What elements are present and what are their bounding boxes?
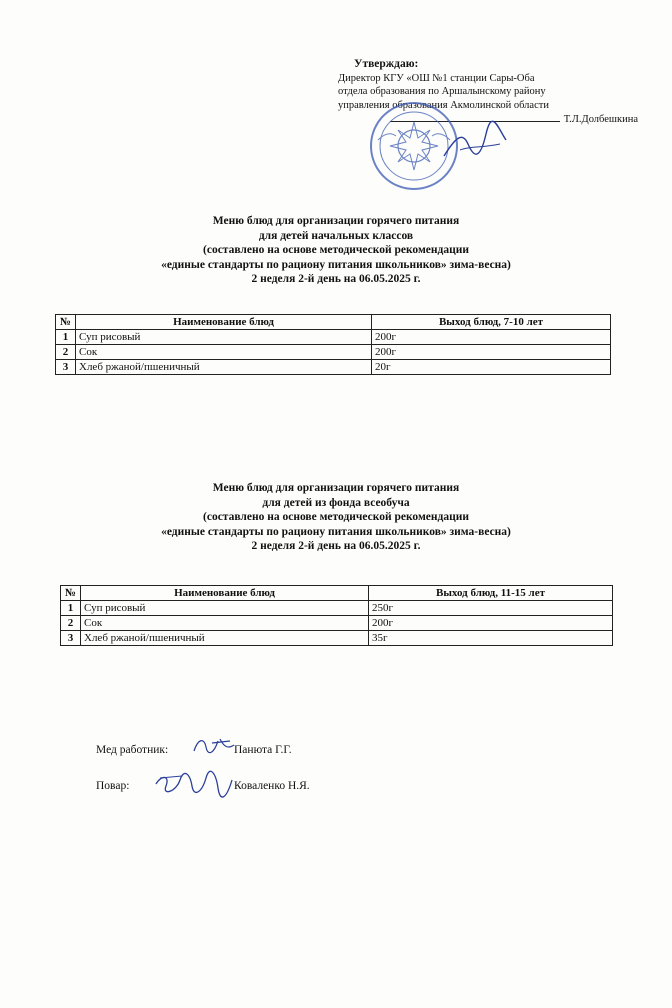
row-number: 1: [56, 330, 76, 345]
table-row: [56, 330, 611, 345]
menu1-title-line: Меню блюд для организации горячего питания: [212, 215, 460, 227]
column-header-number: №: [61, 586, 81, 601]
staff-name: Коваленко Н.Я.: [234, 780, 310, 792]
dish-name: Суп рисовый: [76, 330, 372, 345]
dish-output: 200г: [372, 330, 611, 345]
dish-output: 200г: [369, 616, 613, 631]
approval-signer: Т.Л.Долбешкина: [563, 114, 638, 125]
dish-output: 20г: [372, 360, 611, 375]
table-header-row: [56, 315, 611, 330]
menu2-title-line: 2 неделя 2-й день на 06.05.2025 г.: [251, 540, 421, 552]
column-header-output: Выход блюд, 7-10 лет: [372, 315, 611, 330]
table-row: [56, 360, 611, 375]
table-row: [61, 631, 613, 646]
dish-name: Сок: [81, 616, 369, 631]
table-header-row: [61, 586, 613, 601]
menu1-title-line: 2 неделя 2-й день на 06.05.2025 г.: [251, 273, 421, 285]
menu2-title-line: Меню блюд для организации горячего питания: [212, 482, 460, 494]
column-header-dish: Наименование блюд: [81, 586, 369, 601]
menu1-title-line: для детей начальных классов: [258, 229, 414, 242]
dish-name: Хлеб ржаной/пшеничный: [76, 360, 372, 375]
menu1-title-line: «единые стандарты по рациону питания школьников» зима-весна): [161, 258, 511, 271]
dish-name: Суп рисовый: [81, 601, 369, 616]
dish-name: Сок: [76, 345, 372, 360]
menu2-title-line: (составлено на основе методической рекомендации: [203, 511, 469, 523]
dish-name: Хлеб ржаной/пшеничный: [81, 631, 369, 646]
column-header-number: №: [56, 315, 76, 330]
cook-signature-icon: [152, 770, 236, 806]
menu2-table: [60, 585, 613, 646]
dish-output: 250г: [369, 601, 613, 616]
approval-heading: Утверждаю:: [354, 58, 419, 70]
row-number: 3: [56, 360, 76, 375]
menu1-table: [55, 314, 611, 375]
menu1-title-line: (составлено на основе методической рекомендации: [203, 244, 469, 256]
medic-signature-icon: [190, 733, 236, 757]
dish-output: 35г: [369, 631, 613, 646]
menu2-title: [0, 481, 672, 554]
column-header-dish: Наименование блюд: [76, 315, 372, 330]
row-number: 3: [61, 631, 81, 646]
menu2-title-line: «единые стандарты по рациону питания школьников» зима-весна): [161, 525, 511, 538]
staff-role: Мед работник:: [96, 744, 169, 756]
staff-medic: [96, 744, 292, 756]
approval-line: отдела образования по Аршалынскому району: [338, 86, 546, 97]
staff-cook: [96, 780, 310, 792]
menu1-title: [0, 214, 672, 287]
row-number: 1: [61, 601, 81, 616]
table-row: [61, 616, 613, 631]
table-row: [56, 345, 611, 360]
dish-output: 200г: [372, 345, 611, 360]
row-number: 2: [56, 345, 76, 360]
row-number: 2: [61, 616, 81, 631]
column-header-output: Выход блюд, 11-15 лет: [369, 586, 613, 601]
director-signature-icon: [440, 120, 510, 166]
staff-role: Повар:: [96, 780, 130, 792]
staff-name: Панюта Г.Г.: [234, 744, 292, 756]
approval-line: управления образования Акмолинской области: [338, 99, 549, 111]
approval-line: Директор КГУ «ОШ №1 станции Сары-Оба: [338, 72, 535, 84]
table-row: [61, 601, 613, 616]
menu2-title-line: для детей из фонда всеобуча: [262, 496, 410, 509]
